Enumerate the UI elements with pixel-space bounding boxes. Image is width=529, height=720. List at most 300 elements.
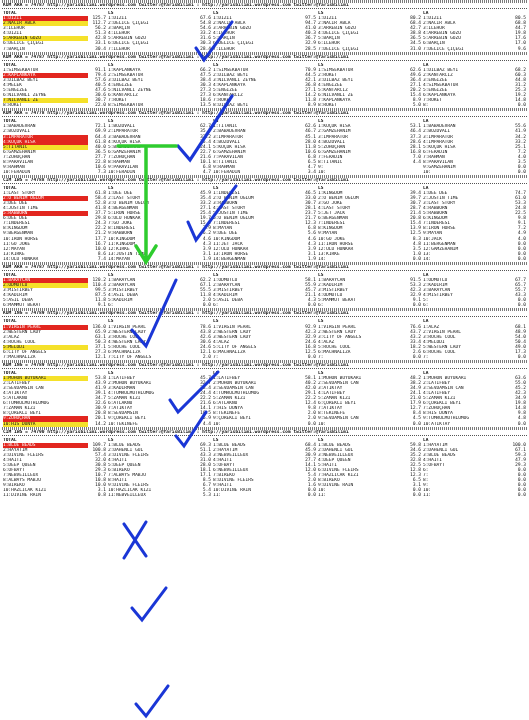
horse-name: 4:ATIKTAY	[3, 391, 28, 397]
horse-score: 6.2	[202, 231, 211, 237]
horse-score: 136.0	[92, 324, 106, 330]
ranking-column	[3, 119, 108, 175]
horse-name: 6:DELICE ÇİÇEĞİ	[108, 41, 149, 47]
horse-score: 43.8	[200, 329, 211, 335]
horse-score: 11.8	[200, 293, 211, 299]
horse-score: 33.2	[200, 201, 211, 207]
horse-name: 14:MAYAN	[108, 256, 130, 262]
horse-name: 8:TITANIC	[213, 159, 238, 165]
horse-name: 13:IRON HORSE	[213, 251, 249, 257]
horse-score: 8.5	[202, 478, 211, 484]
horse-score: 43.2	[410, 334, 421, 340]
horse-score: 32.9	[305, 41, 316, 47]
horse-name: 5:ZAMAN KIZI	[318, 396, 351, 402]
ranking-column	[423, 438, 528, 499]
horse-score: 69.3	[200, 442, 211, 448]
horse-score: 14.2	[305, 93, 316, 99]
column-header-label: LS	[318, 272, 324, 278]
column-header-label: LS	[108, 62, 114, 68]
race-header: CIM IWS = 74788 http://yarisbilimi.wordpress.com twitter:@YarisBilimi : http://yarisbilimi.wordpress.com twitter:@YarisBilimi	[3, 177, 349, 183]
horse-score: 30.3	[200, 82, 211, 88]
horse-score: 45.9	[305, 447, 316, 453]
horse-score: 79.4	[95, 72, 106, 78]
horse-score: 31.0	[410, 46, 421, 52]
horse-name: 1:BARAYCAN	[318, 278, 346, 283]
horse-score: 43.7	[410, 329, 421, 335]
horse-name: 2:BABADEVRAN	[213, 129, 246, 135]
horse-score: 32.9	[305, 334, 316, 340]
column-header-label: LS	[318, 371, 324, 377]
horse-name: 5:KANTARCIZ	[318, 87, 348, 93]
horse-name: 2:SIMSEKBATUR	[108, 72, 144, 78]
horse-name: 3:NILVANLI ZEYNE	[213, 77, 257, 83]
horse-name: 9:GAMZEHANIM	[423, 164, 456, 170]
horse-name: 1:ÖDMÜTLU	[213, 278, 238, 283]
horse-score: 24.4	[200, 391, 211, 397]
horse-name: 3:GO JOKE	[318, 201, 343, 207]
horse-name: 11:NEBVEILLEUX	[108, 493, 146, 499]
horse-name: 10:	[423, 169, 432, 175]
horse-score: 0.0	[517, 483, 526, 489]
horse-name: 11:KINGDOM	[108, 241, 136, 247]
horse-name: 2:HAYATIM	[213, 447, 238, 453]
horse-score: 62.6	[410, 67, 421, 73]
horse-name: 5:ASIL DEBA	[3, 298, 33, 304]
horse-score: 61.8	[95, 139, 106, 145]
horse-name: 8:SEVDAMSIN	[108, 411, 138, 417]
ranking-column	[213, 11, 318, 51]
horse-name: 7:ROKET	[108, 98, 127, 104]
horse-score: 43.3	[200, 452, 211, 458]
horse-score: 35.2	[200, 129, 211, 135]
column-header-label: LA	[423, 11, 429, 17]
horse-name: 2:BOZOVALI	[423, 129, 451, 135]
column-header-label: TOTAL	[3, 319, 17, 325]
horse-name: 3:ENGIZEE	[423, 77, 448, 83]
horse-name: 7:RAHMAN	[423, 154, 445, 160]
horse-score: 27.1	[410, 82, 421, 88]
horse-score: 14.8	[515, 406, 526, 412]
horse-name: 6:DIVINE FLEIRS	[318, 468, 359, 474]
horse-score: 47.6	[95, 87, 106, 93]
horse-name: 10:	[318, 488, 327, 494]
horse-name: 14:	[423, 256, 432, 262]
horse-score: 36.8	[305, 82, 316, 88]
ranking-column	[213, 273, 318, 308]
horse-score: 5.0	[412, 103, 421, 109]
horse-score: 5.6	[307, 231, 316, 237]
horse-name: 6:CITY OF ANGELS	[3, 349, 47, 355]
horse-name: 4:LATIFBEY	[423, 391, 451, 397]
horse-name: 4:KÜÇÜK HİSA	[108, 139, 141, 145]
horse-name: 3:ALAZ	[3, 334, 20, 340]
horse-score: 30.9	[305, 452, 316, 458]
ranking-column	[318, 273, 423, 308]
horse-score: 32.6	[95, 401, 106, 407]
horse-name: 6:KINGDOM	[423, 216, 448, 222]
horse-name: 2:NACIR ABLA	[423, 21, 456, 27]
horse-name: 10:IRON HORSE	[3, 236, 39, 242]
horse-score: 24.1	[200, 144, 211, 150]
horse-name: 5:ARREBIN GÖZÜ	[108, 36, 146, 42]
horse-score: 68.4	[410, 21, 421, 27]
horse-name: 7:CITY OF ANGELS	[108, 354, 152, 360]
horse-name: 8:RAHMAN	[108, 159, 130, 165]
hash-separator	[2, 0, 527, 3]
horse-score: 44.8	[515, 77, 526, 83]
horse-score: 8.3	[412, 236, 421, 242]
horse-name: 8:KINGDOM	[3, 226, 28, 232]
horse-score: 9.1	[412, 298, 421, 304]
horse-name: 6:	[423, 468, 429, 474]
horse-name: 1:VIRGIN PEARL	[3, 325, 88, 330]
horse-score: 0.8	[97, 493, 106, 499]
horse-score: 57.6	[95, 77, 106, 83]
horse-name: 9:	[318, 164, 324, 170]
horse-name: 3:ILEHUR	[423, 26, 445, 32]
horse-score: 8.9	[307, 103, 316, 109]
horse-name: 5:KÜÇÜK HİSA	[423, 144, 456, 150]
horse-name: 4:LAST STORY	[318, 206, 351, 212]
column-header-label: TOTAL	[3, 437, 17, 443]
horse-name: 9:BIREKO	[3, 483, 25, 489]
horse-score: 24.6	[305, 339, 316, 345]
horse-name: 6:DELİCE ÇİÇEĞİ	[213, 41, 254, 47]
horse-name: 5:ZUHUÇHAN	[318, 144, 346, 150]
ranking-column	[213, 371, 318, 427]
horse-score: 125.7	[92, 16, 106, 22]
horse-score: 0.0	[412, 303, 421, 309]
horse-score: 30.4	[95, 46, 106, 52]
horse-name: 6:ÇÖREKLI BEYI	[423, 401, 461, 407]
horse-score: 27.3	[95, 349, 106, 355]
horse-score: 12.0	[305, 468, 316, 474]
ranking-column	[213, 438, 318, 499]
horse-score: 58.4	[95, 196, 106, 202]
ranking-column	[423, 273, 528, 308]
horse-score: 72.1	[95, 124, 106, 130]
horse-score: 0.0	[517, 354, 526, 360]
horse-score: 3.4	[307, 169, 316, 175]
horse-name: 3:ILEHUR	[3, 26, 25, 32]
horse-score: 20.1	[95, 416, 106, 422]
horse-name: 1:KAPLANKAYA	[108, 67, 141, 73]
horse-name: 2:WESTERN LADY	[318, 329, 356, 335]
horse-score: 4.4	[412, 159, 421, 165]
horse-name: 5:	[423, 298, 429, 304]
horse-name: 2:O BENIM OGLUM	[318, 196, 359, 202]
horse-score: 54.0	[515, 334, 526, 340]
column-group	[0, 438, 529, 499]
horse-name: 10:	[318, 421, 327, 427]
horse-name: 3:SEVDAMSIN CAN	[213, 386, 254, 392]
horse-score: 12.5	[305, 349, 316, 355]
horse-score: 34.9	[410, 386, 421, 392]
horse-name: 8:INDERESI	[108, 226, 136, 232]
horse-name: 7:INDERESI	[213, 221, 241, 227]
horse-name: 2:LATIFBEY	[3, 381, 31, 387]
horse-score: 0.0	[412, 493, 421, 499]
horse-score: 32.5	[410, 462, 421, 468]
horse-name: 5:ASIL DEBA	[213, 298, 243, 304]
horse-score: 34.2	[515, 134, 526, 140]
horse-score: 7.9	[202, 226, 211, 232]
horse-score: 17.6	[515, 36, 526, 42]
horse-score: 42.3	[410, 288, 421, 294]
horse-score: 6.7	[202, 483, 211, 489]
race-block	[0, 0, 529, 52]
horse-score: 109.7	[92, 442, 106, 448]
horse-name: 9:DEE DEE	[213, 231, 238, 237]
horse-name: 6:	[423, 303, 429, 309]
race-block	[0, 427, 529, 499]
horse-name: 8:ROKET	[3, 103, 22, 109]
horse-score: 54.8	[200, 21, 211, 27]
race-block	[0, 308, 529, 360]
horse-name: 1:KINGDOM	[318, 191, 343, 197]
horse-score: 8.9	[412, 98, 421, 104]
horse-name: 5:BARÇIN	[318, 36, 340, 42]
horse-score: 24.6	[200, 344, 211, 350]
horse-name: 10:	[318, 169, 327, 175]
horse-score: 53.1	[410, 124, 421, 130]
horse-name: 6:ILEHUR	[318, 41, 340, 47]
column-header-label: LS	[318, 119, 324, 125]
ranking-column	[318, 371, 423, 427]
horse-name: 2:KADIRIM	[423, 283, 448, 289]
horse-name: 4:ASIL DEBA	[108, 293, 138, 299]
horse-name: 1:HAYATIM	[423, 442, 448, 448]
horse-name: 1:SIMSEKBATUR	[3, 67, 39, 73]
column-header-label: LS	[318, 11, 324, 17]
horse-name: 7:ILEHUR	[108, 46, 130, 52]
horse-name: 2:SEVDAMSIN CAN	[318, 381, 359, 387]
horse-name: 3:IMPARATOR	[423, 134, 453, 140]
horse-name: 2:O BENIM OGLUM	[3, 196, 88, 201]
horse-score: 21.4	[410, 211, 421, 217]
horse-row	[3, 493, 108, 498]
horse-name: 3:LAST STORY	[423, 201, 456, 207]
horse-name: 7:KAPLANKAYA	[318, 98, 351, 104]
horse-score: 100.0	[512, 442, 526, 448]
horse-name: 9:SEVDAMSIN CAN	[318, 416, 359, 422]
horse-name: 6:BERGENMAN	[318, 216, 348, 222]
horse-name: 4:DEEP QUEEN	[318, 457, 351, 463]
race-header: KUM ARA = 74787 http://yarisbilimi.wordpress.com twitter:@YarisBilimi : http://yarisbilimi.wordpress.com twitter:@YarisBilimi	[3, 264, 349, 270]
horse-name: 4:RABBORN	[423, 206, 448, 212]
horse-score: 87.5	[95, 293, 106, 299]
horse-score: 80.5	[515, 16, 526, 22]
horse-name: 14:	[318, 256, 327, 262]
ranking-column	[3, 438, 108, 499]
horse-score: 0.0	[517, 468, 526, 474]
ranking-column	[423, 371, 528, 427]
horse-name: 8:ALWAYS MABJU	[3, 478, 41, 484]
horse-name: 4:ARREBIN GÖZÜ	[423, 31, 461, 37]
horse-score: 4.8	[412, 241, 421, 247]
horse-score: 94.7	[305, 21, 316, 27]
horse-name: 6:O BENIM OGLUM	[213, 216, 254, 222]
horse-name: 3:BARAYCAN	[423, 288, 451, 294]
horse-name: 7:ALWAYS MABJU	[108, 473, 146, 479]
horse-score: 14.2	[95, 421, 106, 427]
horse-score: 0.0	[202, 303, 211, 309]
horse-row	[423, 493, 528, 498]
race-block	[0, 262, 529, 309]
horse-name: 7:INDERESI	[3, 221, 31, 227]
column-group	[0, 119, 529, 175]
horse-score: 20.8	[95, 411, 106, 417]
horse-name: 13:KIRKE	[3, 251, 25, 257]
horse-score: 40.0	[95, 144, 106, 150]
horse-score: 4.7	[307, 164, 316, 170]
horse-name: 3:NEBVEILLEUX	[213, 452, 249, 458]
horse-score: 6.9	[202, 416, 211, 422]
horse-name: 7:INDERESI	[423, 221, 451, 227]
horse-score: 112.7	[92, 21, 106, 27]
ranking-column	[318, 119, 423, 175]
horse-name: 9:MAYAN	[423, 231, 442, 237]
horse-name: 6:FERADIN	[423, 149, 448, 155]
horse-name: 4:BOZOVALI	[213, 139, 241, 145]
horse-score: 4.8	[517, 416, 526, 422]
horse-score: 0.0	[412, 354, 421, 360]
horse-name: 1:VIRGIN PEARL	[318, 324, 356, 330]
horse-score: 30.7	[95, 98, 106, 104]
horse-name: 8:BIREKO	[318, 478, 340, 484]
ranking-column	[423, 186, 528, 262]
horse-score: 55.0	[515, 381, 526, 387]
ranking-column	[213, 319, 318, 359]
horse-name: 1:MUHON BÜYÜKARI	[3, 376, 88, 381]
horse-score: 17.0	[515, 41, 526, 47]
horse-score: 21.6	[200, 401, 211, 407]
horse-score: 63.1	[95, 334, 106, 340]
horse-name: 1:BLUE BEADS	[318, 442, 351, 448]
horse-name: 4:JUSTIN TIME	[3, 206, 39, 212]
horse-name: 4:ENGIZEE	[108, 82, 133, 88]
horse-name: 1:KÜÇÜK HİSA	[318, 124, 351, 130]
horse-score: 29.8	[95, 216, 106, 222]
horse-name: 1:DIZII	[108, 16, 127, 22]
horse-score: 29.3	[95, 468, 106, 474]
horse-name: 10:FERADIN	[3, 169, 31, 175]
horse-name: 10:GO JOKE	[318, 236, 346, 242]
race-header: KUM ING = 74789 http://yarisbilimi.wordpress.com twitter:@YarisBilimi : http://yarisbilimi.wordpress.com twitter:@YarisBilimi	[3, 311, 349, 317]
horse-score: 0.0	[517, 164, 526, 170]
horse-name: 5:ROCHE COOL	[318, 344, 351, 350]
horse-name: 3:KADIRMAN	[108, 386, 136, 392]
horse-score: 55.6	[515, 124, 526, 130]
horse-score: 0.0	[517, 493, 526, 499]
horse-score: 63.6	[515, 376, 526, 382]
ranking-column	[3, 63, 108, 108]
horse-name: 3:MISTIRBEY	[213, 288, 243, 294]
horse-name: 4:SIMSEKBATUR	[423, 82, 459, 88]
horse-name: 8:KINGDOM	[318, 226, 343, 232]
race-block	[0, 360, 529, 427]
horse-score: 32.9	[410, 293, 421, 299]
horse-score: 2.0	[307, 411, 316, 417]
ranking-column	[318, 11, 423, 51]
horse-score: 25.1	[515, 144, 526, 150]
horse-score: 15.4	[410, 221, 421, 227]
horse-score: 43.3	[515, 293, 526, 299]
horse-name: 6:GAMZEHANIM	[318, 149, 351, 155]
horse-name: 3:NEBVEILLEUX	[318, 452, 354, 458]
column-header-label: LA	[423, 272, 429, 278]
horse-score: 25.4	[200, 211, 211, 217]
horse-name: 3:DILBAZ BEYI	[108, 77, 144, 83]
horse-name: 6:	[108, 303, 114, 309]
horse-name: 7:PARAVILAN	[213, 154, 243, 160]
column-header-label: LA	[423, 437, 429, 443]
horse-score: 38.2	[410, 381, 421, 387]
horse-score: 3.1	[307, 251, 316, 257]
horse-score: 99.5	[95, 288, 106, 294]
horse-name: 11:BERGENMAN	[423, 241, 456, 247]
horse-name: 6:KANTARCIZ	[108, 93, 138, 99]
horse-name: 3:DIVINE FLEIRS	[108, 452, 149, 458]
horse-score: 42.8	[95, 36, 106, 42]
horse-row	[108, 493, 213, 498]
horse-name: 2:MUHON BÜYÜKARI	[108, 381, 152, 387]
horse-name: 10:ATIKTAY	[423, 421, 451, 427]
horse-score: 4.3	[307, 241, 316, 247]
horse-score: 34.6	[410, 447, 421, 453]
horse-name: 8:SIMSEKBATUR	[108, 103, 144, 109]
column-header-label: LS	[108, 119, 114, 125]
horse-name: 5:RABBORN	[423, 211, 448, 217]
horse-name: 2:KADIRIM	[318, 283, 343, 289]
horse-score: 22.7	[200, 149, 211, 155]
horse-name: 7:ATIKTAY	[108, 406, 133, 412]
horse-score: 30.3	[200, 41, 211, 47]
column-header-label: LS	[108, 272, 114, 278]
horse-score: 55.9	[305, 283, 316, 289]
horse-name: 7:HİS DÜNYA	[213, 406, 243, 412]
race-header: KUM ARA = 74787 http://yarisbilimi.wordpress.com twitter:@YarisBilimi : http://yarisbilimi.wordpress.com twitter:@YarisBilimi	[3, 54, 349, 60]
horse-name: 3:RABBORN	[213, 201, 238, 207]
horse-score: 4.6	[307, 236, 316, 242]
horse-name: 11:	[213, 493, 222, 499]
horse-name: 11:	[423, 493, 432, 499]
horse-name: 2:ÖDMÜTLU	[3, 283, 88, 288]
horse-name: 10:DIVINE RAIN	[213, 488, 251, 494]
horse-name: 6:MACHNALIZA	[108, 349, 141, 355]
horse-name: 7:MACHNALIZA	[3, 354, 36, 360]
column-header-label: LS	[213, 319, 219, 325]
horse-name: 4:KADIRIM	[213, 293, 238, 299]
horse-score: 18.2	[410, 344, 421, 350]
horse-score: 13.5	[200, 103, 211, 109]
horse-score: 4.0	[517, 236, 526, 242]
horse-name: 8:HİS DÜNYA	[423, 411, 453, 417]
ranking-column	[108, 11, 213, 51]
horse-name: 3:ATIKTAY	[318, 386, 343, 392]
horse-score: 2.0	[307, 478, 316, 484]
horse-name: 5:IRON HORSE	[108, 211, 141, 217]
horse-name: 4:KADIRIM	[3, 293, 28, 299]
horse-score: 36.4	[410, 77, 421, 83]
horse-score: 44.5	[305, 72, 316, 78]
horse-score: 9.6	[517, 46, 526, 52]
horse-name: 6:TUMRULMUTHLUMOG	[3, 401, 50, 407]
horse-name: 3:SEVDAMSIN CAN	[423, 386, 464, 392]
horse-name: 7:NILVANLI ZE	[3, 98, 88, 103]
horse-name: 9:BERGENMAN	[3, 231, 33, 237]
horse-score: 0.0	[517, 298, 526, 304]
